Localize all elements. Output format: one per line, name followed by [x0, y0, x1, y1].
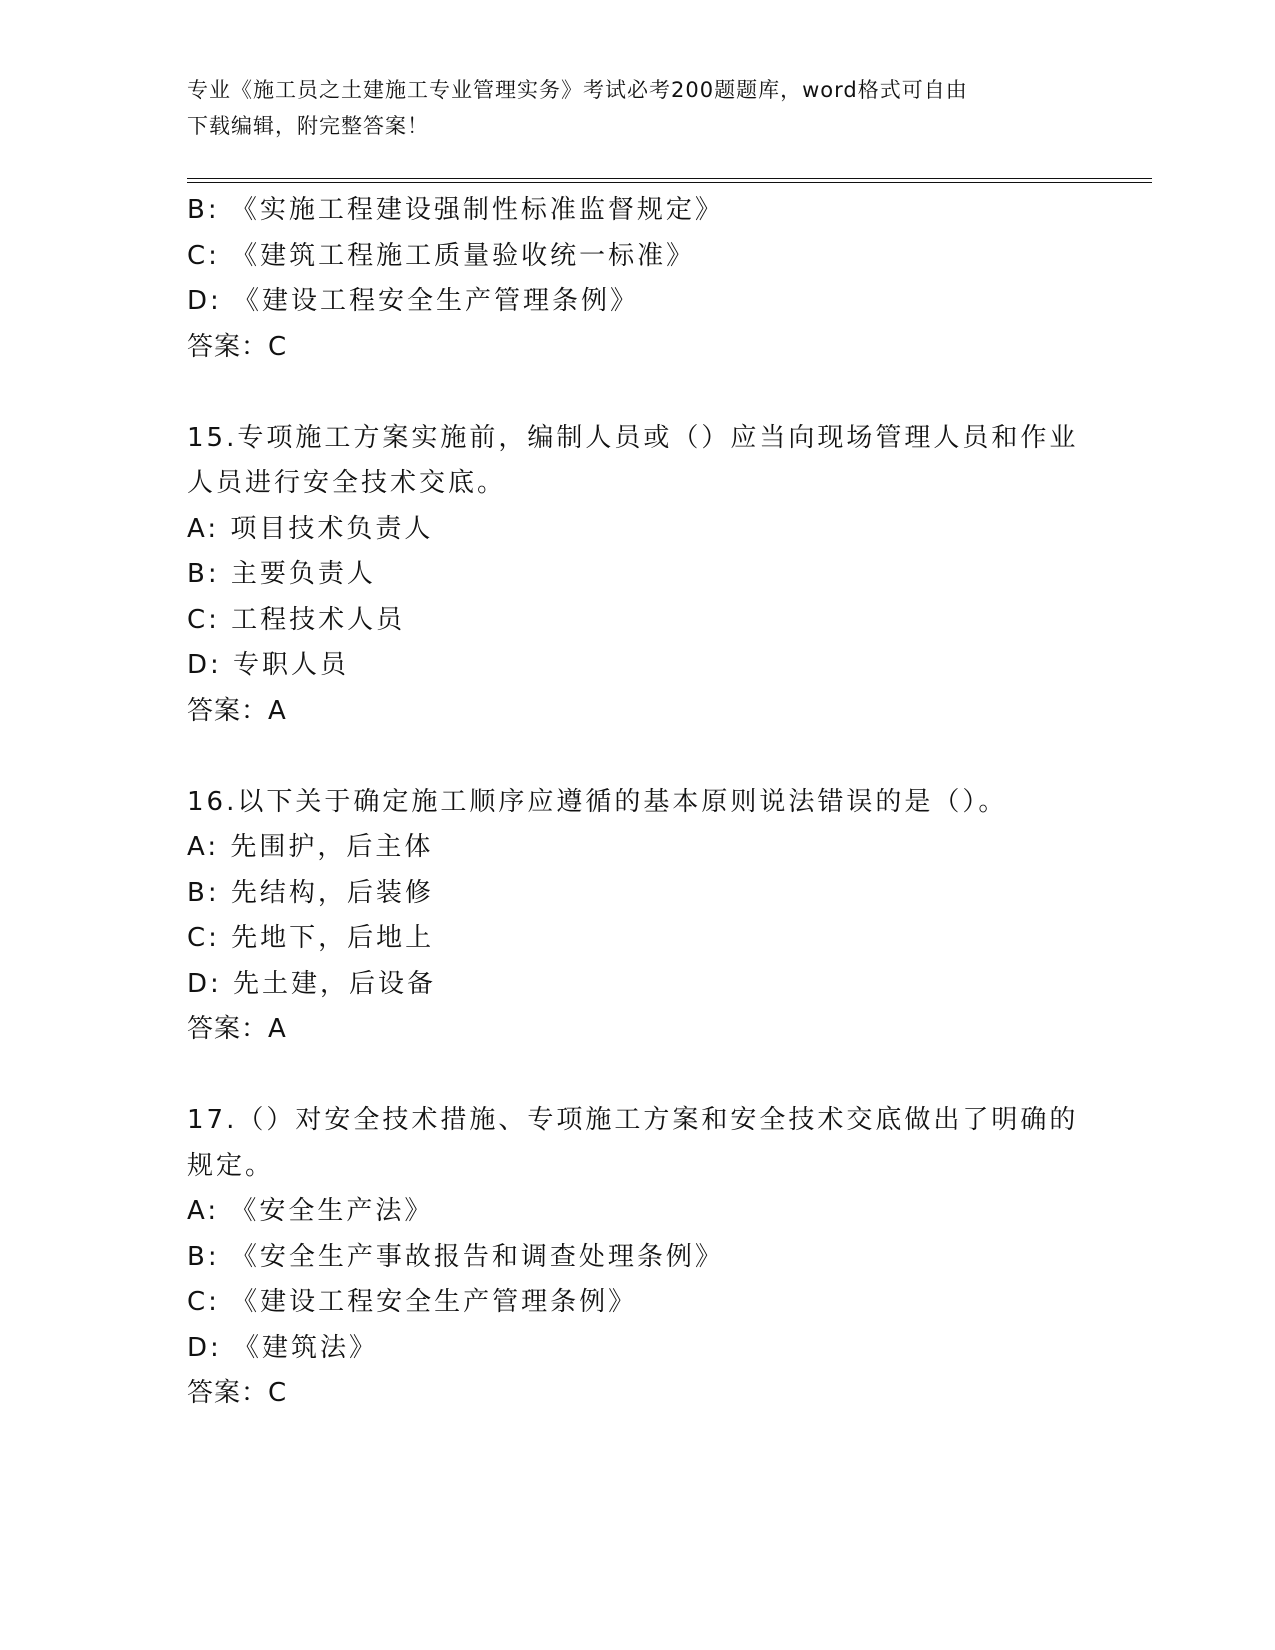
question-stem: 16.以下关于确定施工顺序应遵循的基本原则说法错误的是（）。 [187, 786, 1008, 817]
option-a: A: 先围护，后主体 [187, 832, 434, 862]
spacer [187, 370, 1087, 416]
question-stem-continued: 人员进行安全技术交底。 [187, 468, 507, 498]
option-c: C: 《建筑工程施工质量验收统一标准》 [187, 240, 696, 271]
question-15 [187, 416, 1087, 735]
question-stem: 17.（）对安全技术措施、专项施工方案和安全技术交底做出了明确的 [187, 1105, 1079, 1135]
option-a: A: 《安全生产法》 [187, 1196, 434, 1226]
document-header [187, 72, 1087, 144]
option-c: C: 工程技术人员 [187, 604, 406, 635]
option-b: B: 《安全生产事故报告和调查处理条例》 [187, 1241, 724, 1272]
question-17 [187, 1098, 1087, 1417]
header-divider-top [187, 178, 1152, 179]
header-divider-bottom [187, 182, 1152, 183]
question-14-continued [187, 188, 1087, 370]
option-b: B: 《实施工程建设强制性标准监督规定》 [187, 195, 724, 225]
question-list [187, 188, 1087, 1417]
header-line-1: 专业《施工员之土建施工专业管理实务》考试必考200题题库，word格式可自由 [187, 78, 968, 102]
option-d: D: 先土建，后设备 [187, 968, 437, 999]
option-b: B: 先结构，后装修 [187, 877, 434, 908]
question-stem-continued: 规定。 [187, 1150, 275, 1181]
option-a: A: 项目技术负责人 [187, 513, 434, 544]
option-c: C: 先地下，后地上 [187, 923, 435, 953]
option-d: D: 专职人员 [187, 650, 350, 680]
question-stem: 15.专项施工方案实施前，编制人员或（）应当向现场管理人员和作业 [187, 422, 1079, 453]
answer: 答案：C [187, 1378, 288, 1408]
option-c: C: 《建设工程安全生产管理条例》 [187, 1287, 638, 1317]
answer: 答案：C [187, 331, 288, 362]
option-d: D: 《建设工程安全生产管理条例》 [187, 286, 640, 316]
question-16 [187, 780, 1087, 1053]
option-b: B: 主要负责人 [187, 559, 376, 589]
answer: 答案：A [187, 695, 287, 726]
spacer [187, 734, 1087, 780]
answer: 答案：A [187, 1014, 287, 1044]
option-d: D: 《建筑法》 [187, 1332, 379, 1363]
header-line-2: 下载编辑，附完整答案！ [187, 114, 429, 138]
spacer [187, 1053, 1087, 1099]
